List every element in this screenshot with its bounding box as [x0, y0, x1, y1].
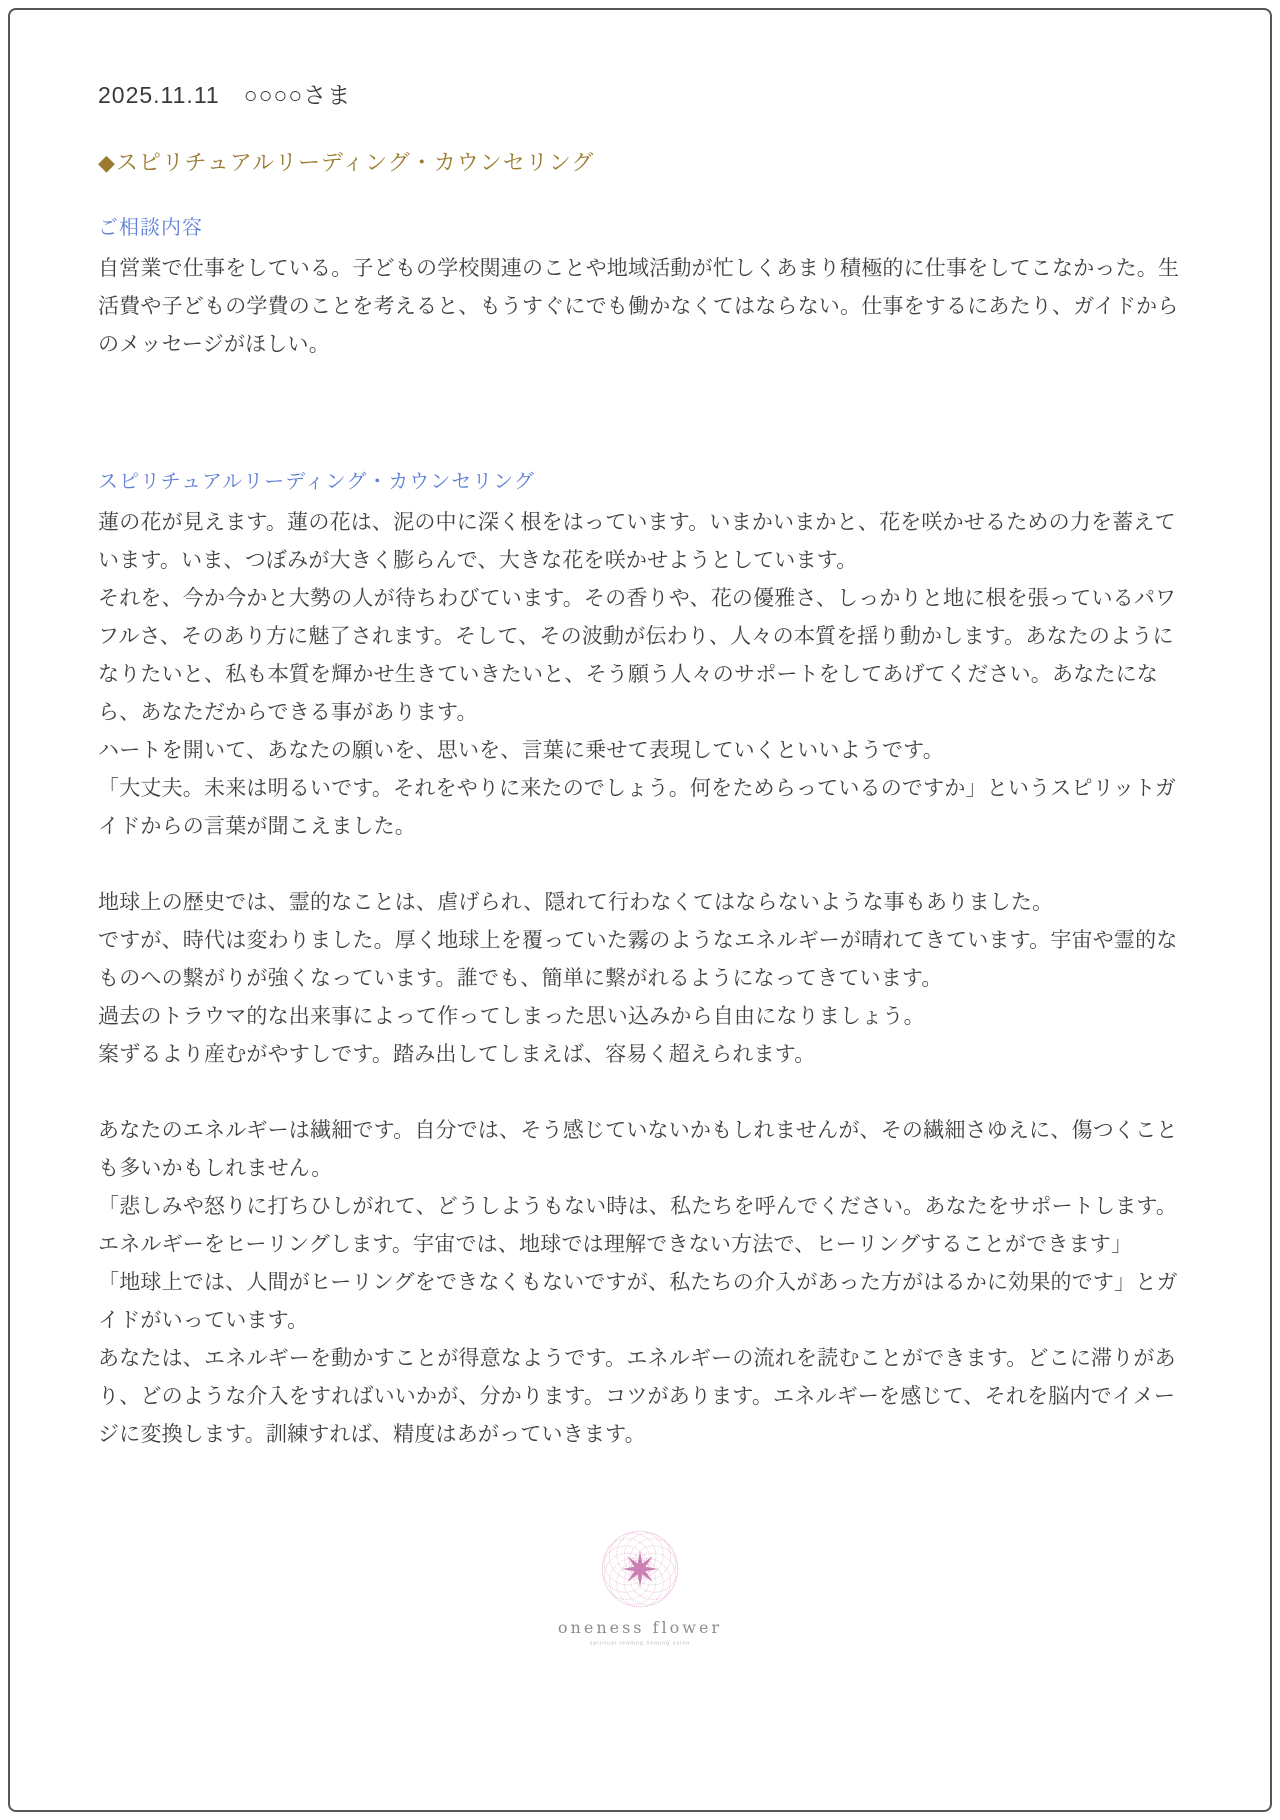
reading-paragraph: 過去のトラウマ的な出来事によって作ってしまった思い込みから自由になりましょう。 — [98, 1005, 925, 1028]
reading-paragraph: あなたのエネルギーは繊細です。自分では、そう感じていないかもしれませんが、その繊細さゆえに、傷つくことも多いかもしれません。 — [98, 1119, 1178, 1180]
reading-paragraph: 「地球上では、人間がヒーリングをできなくもないですが、私たちの介入があった方がはるかに効果的です」とガイドがいっています。 — [98, 1271, 1178, 1332]
logo-tagline: spiritual reading healing salon — [589, 1641, 691, 1647]
reading-paragraph: ですが、時代は変わりました。厚く地球上を覆っていた霧のようなエネルギーが晴れてきています。宇宙や霊的なものへの繋がりが強くなっています。誰でも、簡単に繋がれるようになってきています。 — [98, 929, 1178, 990]
flower-of-life-icon — [597, 1526, 683, 1612]
reading-paragraph: 地球上の歴史では、霊的なことは、虐げられ、隠れて行わなくてはならないような事もありました。 — [98, 891, 1054, 914]
logo-name: oneness flower — [557, 1618, 723, 1637]
reading-paragraph: 蓮の花が見えます。蓮の花は、泥の中に深く根をはっています。いまかいまかと、花を咲かせるための力を蓄えています。いま、つぼみが大きく膨らんで、大きな花を咲かせようとしています。 — [98, 511, 1176, 572]
reading-paragraph: 「悲しみや怒りに打ちひしがれて、どうしようもない時は、私たちを呼んでください。あなたをサポートします。エネルギーをヒーリングします。宇宙では、地球では理解できない方法で、ヒーリングすることができます」 — [98, 1195, 1178, 1256]
consultation-body: 自営業で仕事をしている。子どもの学校関連のことや地域活動が忙しくあまり積極的に仕事をしてこなかった。生活費や子どもの学費のことを考えると、もうすぐにでも働かなくてはならない。仕事をするにあたり、ガイドからのメッセージがほしい。 — [98, 257, 1180, 356]
reading-paragraph: 案ずるより産むがやすしです。踏み出してしまえば、容易く超えられます。 — [98, 1043, 816, 1066]
reading-paragraph: あなたは、エネルギーを動かすことが得意なようです。エネルギーの流れを読むことができます。どこに滞りがあり、どのような介入をすればいいかが、分かります。コツがあります。エネルギーを感じて、それを脳内でイメージに変換します。訓練すれば、精度はあがっていきます。 — [98, 1347, 1176, 1446]
reading-paragraph: それを、今か今かと大勢の人が待ちわびています。その香りや、花の優雅さ、しっかりと地に根を張っているパワフルさ、そのあり方に魅了されます。そして、その波動が伝わり、人々の本質を揺り動かします。あなたのようになりたいと、私も本質を輝かせ生きていきたいと、そう願う人々のサポートをしてあげてください。あなたになら、あなただからできる事があります。 — [98, 587, 1177, 724]
reading-paragraph: ハートを開いて、あなたの願いを、思いを、言葉に乗せて表現していくといいようです。 — [98, 739, 944, 762]
consultation-heading: ご相談内容 — [98, 217, 203, 239]
document-page — [8, 8, 1272, 1812]
date-line: 2025.11.11 ○○○○さま — [98, 82, 352, 108]
logo — [98, 1526, 1182, 1648]
reading-paragraph: 「大丈夫。未来は明るいです。それをやりに来たのでしょう。何をためらっているのですか」というスピリットガイドからの言葉が聞こえました。 — [98, 777, 1177, 838]
section-title: ◆スピリチュアルリーディング・カウンセリング — [98, 150, 595, 175]
reading-heading: スピリチュアルリーディング・カウンセリング — [98, 471, 535, 493]
